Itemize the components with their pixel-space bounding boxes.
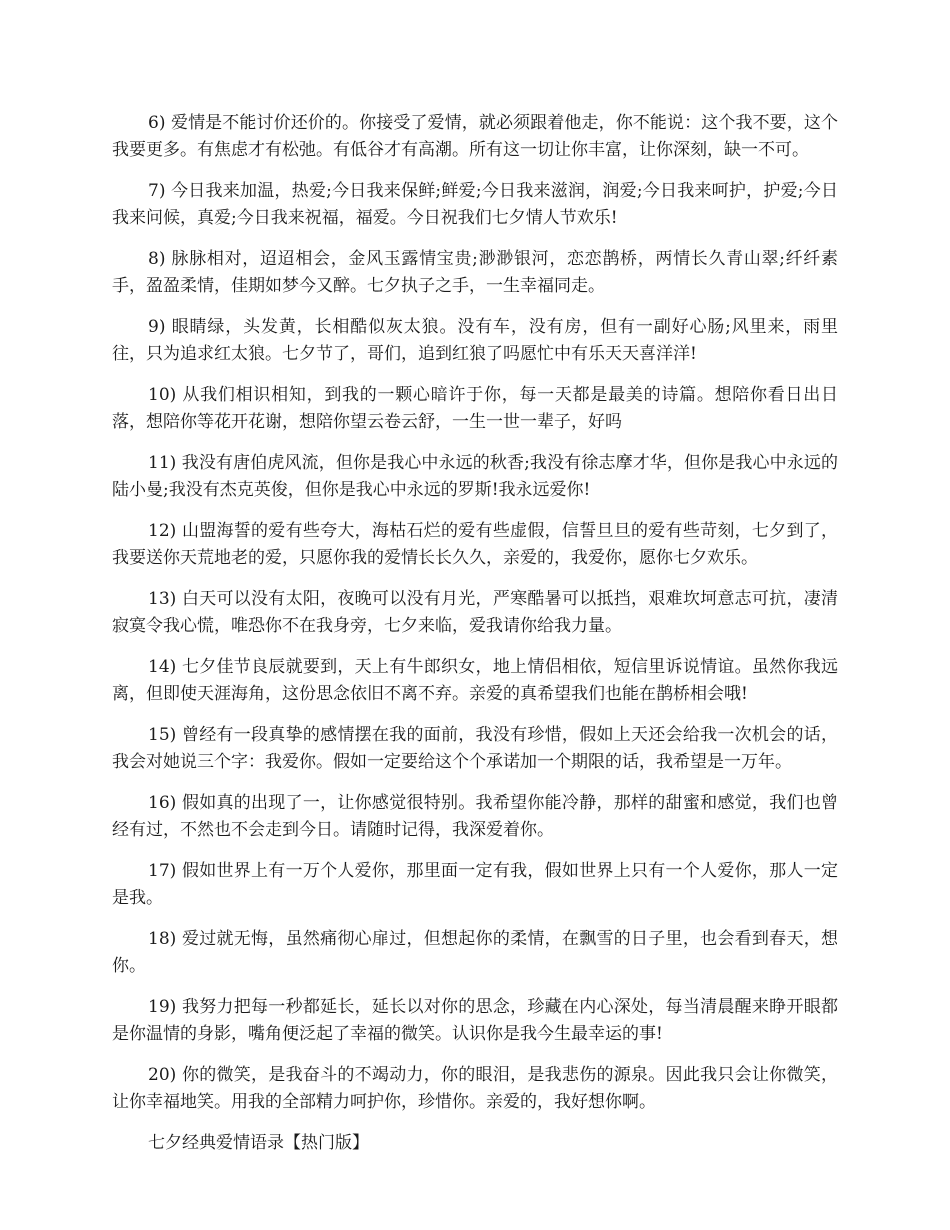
paragraph-9: 9) 眼睛绿，头发黄，长相酷似灰太狼。没有车，没有房，但有一副好心肠;风里来，雨里往，只为追求红太狼。七夕节了，哥们，追到红狼了吗愿忙中有乐天天喜洋洋!	[112, 317, 838, 364]
paragraph-20: 20) 你的微笑，是我奋斗的不竭动力，你的眼泪，是我悲伤的源泉。因此我只会让你微笑，让你幸福地笑。用我的全部精力呵护你，珍惜你。亲爱的，我好想你啊。	[112, 1065, 838, 1112]
paragraph-6: 6) 爱情是不能讨价还价的。你接受了爱情，就必须跟着他走，你不能说：这个我不要，这个我要更多。有焦虑才有松弛。有低谷才有高潮。所有这一切让你丰富，让你深刻，缺一不可。	[112, 113, 838, 160]
paragraph-8: 8) 脉脉相对，迢迢相会，金风玉露情宝贵;渺渺银河，恋恋鹊桥，两情长久青山翠;纤纤素手，盈盈柔情，佳期如梦今又醉。七夕执子之手，一生幸福同走。	[112, 249, 838, 296]
paragraph-7: 7) 今日我来加温，热爱;今日我来保鲜;鲜爱;今日我来滋润，润爱;今日我来呵护，护爱;今日我来问候，真爱;今日我来祝福，福爱。今日祝我们七夕情人节欢乐!	[112, 181, 838, 228]
paragraph-18: 18) 爱过就无悔，虽然痛彻心扉过，但想起你的柔情，在飘雪的日子里，也会看到春天，想你。	[112, 929, 838, 976]
paragraph-15: 15) 曾经有一段真挚的感情摆在我的面前，我没有珍惜，假如上天还会给我一次机会的话，我会对她说三个字：我爱你。假如一定要给这个个承诺加一个期限的话，我希望是一万年。	[112, 725, 838, 772]
paragraph-19: 19) 我努力把每一秒都延长，延长以对你的思念，珍藏在内心深处，每当清晨醒来睁开眼都是你温情的身影，嘴角便泛起了幸福的微笑。认识你是我今生最幸运的事!	[112, 997, 838, 1044]
document-body	[112, 110, 838, 1157]
paragraph-10: 10) 从我们相识相知，到我的一颗心暗许于你，每一天都是最美的诗篇。想陪你看日出日落，想陪你等花开花谢，想陪你望云卷云舒，一生一世一辈子，好吗	[112, 385, 838, 432]
paragraph-14: 14) 七夕佳节良辰就要到，天上有牛郎织女，地上情侣相依，短信里诉说情谊。虽然你我远离，但即使天涯海角，这份思念依旧不离不弃。亲爱的真希望我们也能在鹊桥相会哦!	[112, 657, 838, 704]
paragraph-17: 17) 假如世界上有一万个人爱你，那里面一定有我，假如世界上只有一个人爱你，那人一定是我。	[112, 861, 838, 908]
paragraph-11: 11) 我没有唐伯虎风流，但你是我心中永远的秋香;我没有徐志摩才华，但你是我心中永远的陆小曼;我没有杰克英俊，但你是我心中永远的罗斯!我永远爱你!	[112, 453, 838, 500]
paragraph-12: 12) 山盟海誓的爱有些夸大，海枯石烂的爱有些虚假，信誓旦旦的爱有些苛刻，七夕到了，我要送你天荒地老的爱，只愿你我的爱情长长久久，亲爱的，我爱你，愿你七夕欢乐。	[112, 521, 838, 568]
paragraph-16: 16) 假如真的出现了一，让你感觉很特别。我希望你能冷静，那样的甜蜜和感觉，我们也曾经有过，不然也不会走到今日。请随时记得，我深爱着你。	[112, 793, 838, 840]
paragraph-13: 13) 白天可以没有太阳，夜晚可以没有月光，严寒酷暑可以抵挡，艰难坎坷意志可抗，凄清寂寞令我心慌，唯恐你不在我身旁，七夕来临，爱我请你给我力量。	[112, 589, 838, 636]
section-title: 七夕经典爱情语录【热门版】	[148, 1133, 369, 1153]
